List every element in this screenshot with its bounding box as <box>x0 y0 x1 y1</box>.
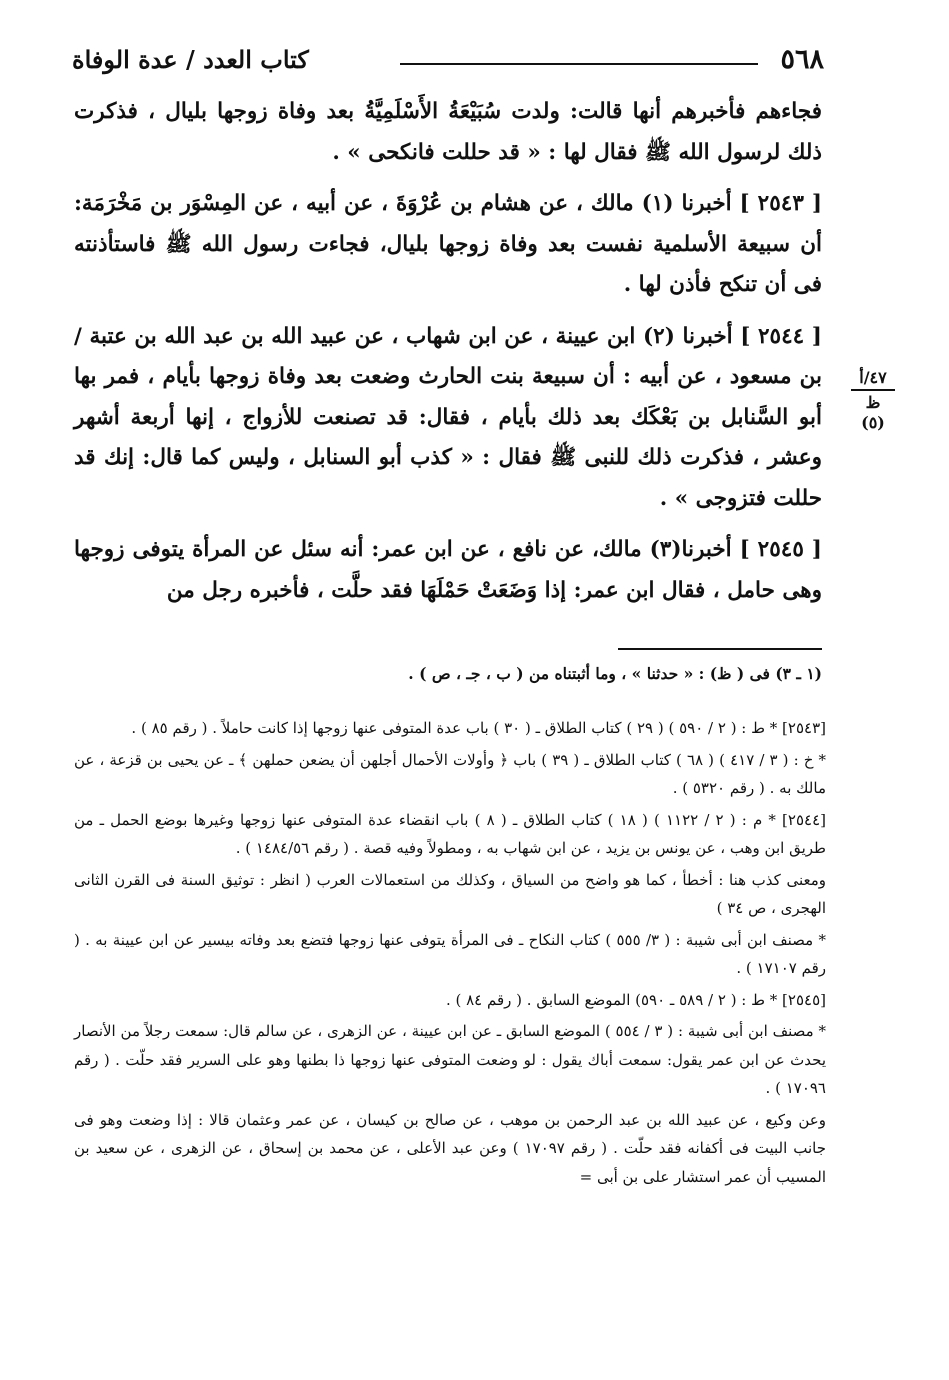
source-entry: * خ : ( ٣ / ٤١٧ ) ( ٦٨ ) كتاب الطلاق ـ ( ٣٩ ) باب ﴿ وأولات الأحمال أجلهن أن يضعن حملهن ﴾ ـ عن يحيى بن قزعة ، عن مالك به . ( رقم ٥٣٢٠ ) . <box>74 750 826 797</box>
source-entry: * مصنف ابن أبى شيبة : ( ٣ / ٥٥٤ ) الموضع السابق ـ عن ابن عيينة ، عن الزهرى ، عن سالم قال: سمعت رجلاً من الأنصار يحدث عن ابن عمر يقول: سمعت أباك يقول : لو وضعت المتوفى عنها زوجها ذا بطنها وهو على السرير فقد حلّت . ( رقم ١٧٠٩٦ ) . <box>74 1022 826 1097</box>
source-entry: وعن وكيع ، عن عبيد الله بن عبد الرحمن بن موهب ، عن صالح بن كيسان ، عن عمر وعثمان قالا : إذا وضعت وهو فى جانب البيت فى أكفانه فقد حلّت . ( رقم ١٧٠٩٧ ) وعن عبد الأعلى ، عن محمد بن إسحاق ، عن الزهرى ، عن سعيد بن المسيب أن عمر استشار على بن أبى = <box>74 1110 826 1186</box>
hadith-2544: [ ٢٥٤٤ ] أخبرنا (٢) ابن عيينة ، عن ابن شهاب ، عن عبيد الله بن عبد الله بن عتبة / بن مسعود ، عن أبيه : أن سبيعة بنت الحارث وضعت بعد وفاة زوجها بأيام ، فمر بها أبو السَّنابل بن بَعْكَك بعد ذلك بأيام ، فقال: قد تصنعت للأزواج ، إنها أربعة أشهر وعشر ، فذكرت ذلك للنبى ﷺ فقال : « كذب أبو السنابل ، وليس كما قال: إنك قد حللت فتزوجى » . <box>74 323 822 511</box>
header-rule <box>400 63 758 65</box>
margin-note-manuscript: ظ (٥) <box>861 393 885 432</box>
paragraph-continuation: فجاءهم فأخبرهم أنها قالت: ولدت سُبَيْعَةُ الأَسْلَمِيَّةُ بعد وفاة زوجها بليال ، فذكرت ذلك لرسول الله ﷺ فقال لها : « قد حللت فانكحى » . <box>74 99 822 165</box>
page-number: ٥٦٨ <box>780 44 824 75</box>
running-title: كتاب العدد / عدة الوفاة <box>72 45 309 74</box>
source-entry: * مصنف ابن أبى شيبة : ( ٣/ ٥٥٥ ) كتاب النكاح ـ فى المرأة يتوفى عنها زوجها فتضع بعد وفاته بيسير عن ابن عيينة به . ( رقم ١٧١٠٧ ) . <box>74 930 826 977</box>
source-entry: [٢٥٤٤] * م : ( ٢ / ١١٢٢ ) ( ١٨ ) كتاب الطلاق ـ ( ٨ ) باب انقضاء عدة المتوفى عنها زوجها وغيرها بوضع الحمل ـ من طريق ابن وهب ، عن يونس بن يزيد ، عن ابن شهاب به ، ومطولاً وفيه قصة . ( رقم ١٤٨٤/٥٦ ) . <box>74 810 826 857</box>
page-header <box>72 42 824 82</box>
source-references <box>74 714 826 1194</box>
source-entry: ومعنى كذب هنا : أخطأ ، كما هو واضح من السياق ، وكذلك من استعمالات العرب ( انظر : توثيق السنة فى القرن الثانى الهجرى ، ص ٣٤ ) <box>74 870 826 917</box>
manuscript-margin-note <box>851 368 895 433</box>
footnote-rule <box>618 648 822 650</box>
footnote: (١ ـ ٣) فى ( ظ) : « حدثنا » ، وما أثبتناه من ( ب ، جـ ، ص ) . <box>408 664 822 683</box>
main-text <box>74 92 822 622</box>
source-entry: [٢٥٤٥] * ط : ( ٢ / ٥٨٩ ـ ٥٩٠) الموضع السابق . ( رقم ٨٤ ) . <box>445 990 826 1009</box>
hadith-2543: [ ٢٥٤٣ ] أخبرنا (١) مالك ، عن هشام بن عُرْوَةَ ، عن أبيه ، عن المِسْوَر بن مَخْرَمَة: أن سبيعة الأسلمية نفست بعد وفاة زوجها بليال، فجاءت رسول الله ﷺ فاستأذنته فى أن تنكح فأذن لها . <box>74 191 822 297</box>
margin-note-folio: ٤٧/أ <box>851 368 895 391</box>
source-entry: [٢٥٤٣] * ط : ( ٢ / ٥٩٠ ) ( ٢٩ ) كتاب الطلاق ـ ( ٣٠ ) باب عدة المتوفى عنها زوجها إذا كانت حاملاً . ( رقم ٨٥ ) . <box>131 719 826 737</box>
hadith-2545: [ ٢٥٤٥ ] أخبرنا(٣) مالك، عن نافع ، عن ابن عمر: أنه سئل عن المرأة يتوفى زوجها وهى حامل ، فقال ابن عمر: إذا وَضَعَتْ حَمْلَهَا فقد حلَّت ، فأخبره رجل من <box>74 537 822 603</box>
